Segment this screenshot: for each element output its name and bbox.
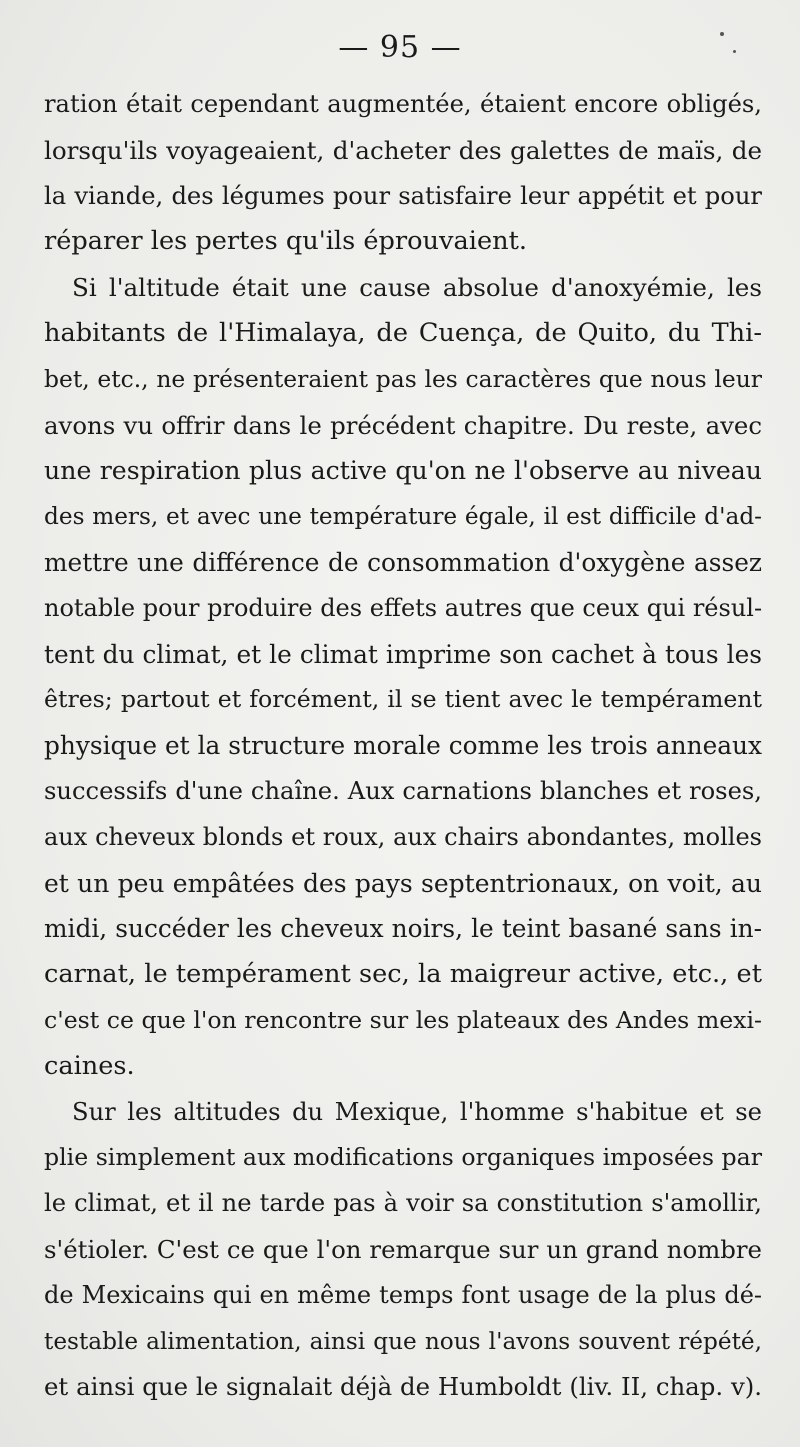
paragraph-1 [44,82,762,265]
text-line: lorsqu'ils voyageaient, d'acheter des galettes de maïs, de [44,135,762,165]
text-line: des mers, et avec une température égale, il est difficile d'ad- [44,503,762,531]
text-line: c'est ce que l'on rencontre sur les plateaux des Andes mexi- [44,1005,762,1034]
text-line: avons vu offrir dans le précédent chapitre. Du reste, avec [44,410,762,440]
text-line: réparer les pertes qu'ils éprouvaient. [44,226,527,257]
body-text [44,82,762,1410]
text-line: aux cheveux blonds et roux, aux chairs abondantes, molles [44,822,762,851]
text-line: mettre une différence de consommation d'oxygène assez [44,547,762,577]
text-line: carnat, le tempérament sec, la maigreur active, etc., et [44,959,762,990]
text-line: et un peu empâtées des pays septentrionaux, on voit, au [44,868,762,898]
text-line: s'étioler. C'est ce que l'on remarque sur un grand nombre [44,1234,762,1264]
print-speck [733,50,736,53]
paragraph-2 [44,265,762,1089]
text-line: notable pour produire des effets autres que ceux qui résul- [44,593,763,622]
text-line: plie simplement aux modifications organiques imposées par [44,1143,762,1172]
text-line: Si l'altitude était une cause absolue d'anoxyémie, les [72,273,762,303]
text-line: successifs d'une chaîne. Aux carnations blanches et roses, [44,776,762,805]
text-line: tent du climat, et le climat imprime son cachet à tous les [44,639,762,669]
text-line: et ainsi que le signalait déjà de Humboldt (liv. II, chap. v). [44,1372,762,1402]
text-line: de Mexicains qui en même temps font usage de la plus dé- [44,1280,762,1309]
page-number-header: — 95 — [338,30,462,65]
text-line: ration était cependant augmentée, étaient encore obligés, [44,90,762,118]
text-line: le climat, et il ne tarde pas à voir sa constitution s'amollir, [44,1189,762,1218]
print-speck [720,32,724,36]
text-line: une respiration plus active qu'on ne l'observe au niveau [44,456,762,486]
text-line: testable alimentation, ainsi que nous l'avons souvent répété, [44,1327,762,1355]
text-line: physique et la structure morale comme les trois anneaux [44,731,762,761]
paragraph-3 [44,1090,762,1411]
text-line: la viande, des légumes pour satisfaire leur appétit et pour [44,181,762,210]
text-line: êtres; partout et forcément, il se tient avec le tempérament [44,685,762,714]
text-line: caines. [44,1050,135,1081]
text-line: bet, etc., ne présenteraient pas les caractères que nous leur [44,364,762,393]
text-line: habitants de l'Himalaya, de Cuença, de Quito, du Thi- [44,317,762,348]
text-line: Sur les altitudes du Mexique, l'homme s'habitue et se [72,1097,762,1126]
text-line: midi, succéder les cheveux noirs, le teint basané sans in- [44,914,762,944]
